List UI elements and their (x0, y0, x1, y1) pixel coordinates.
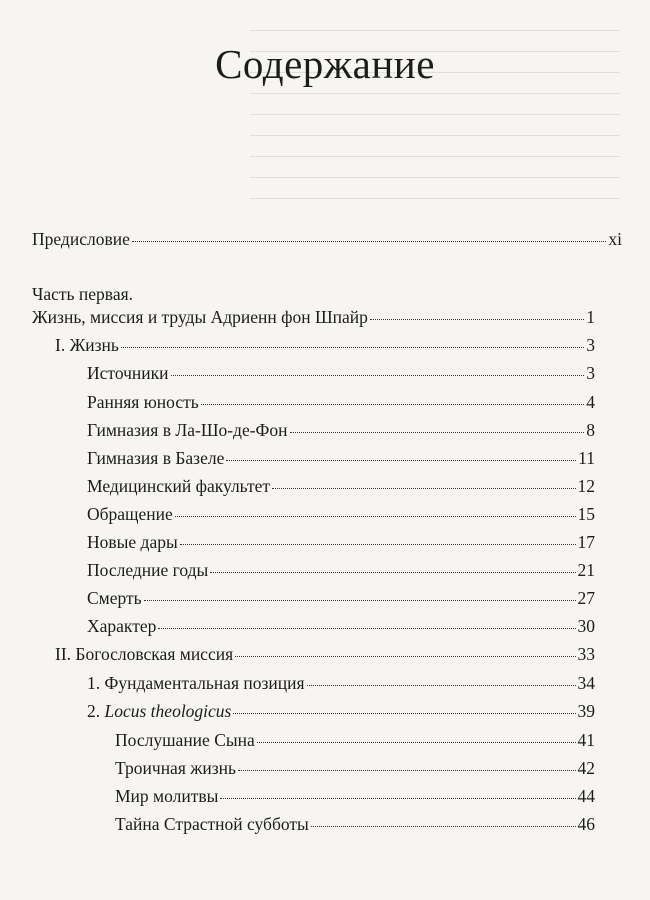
toc-page-number: 3 (586, 363, 595, 383)
toc-page-number: 30 (577, 616, 595, 636)
toc-entry-preface[interactable] (32, 228, 622, 252)
dot-leader (226, 460, 576, 461)
toc-entry-label (87, 700, 231, 722)
toc-entry-label: 1. Фундаментальная позиция (87, 673, 305, 693)
toc-page-number: 44 (577, 786, 595, 806)
toc-page-number: 17 (577, 532, 595, 552)
toc-entry-label: Ранняя юность (87, 392, 199, 412)
toc-page-number: 34 (577, 673, 595, 693)
toc-page-number: xi (608, 229, 622, 249)
toc-entry-label: Источники (87, 363, 169, 383)
toc-entry-part-one[interactable] (32, 306, 595, 330)
toc-entry-subsection[interactable] (115, 785, 595, 809)
toc-page-number: 46 (577, 814, 595, 834)
dot-leader (121, 347, 584, 348)
toc-page-number: 21 (577, 560, 595, 580)
dot-leader (180, 544, 576, 545)
toc-entry-section[interactable] (87, 503, 595, 527)
toc-entry-label: Новые дары (87, 532, 178, 552)
toc-entry-section[interactable] (87, 672, 595, 696)
toc-entry-label: I. Жизнь (55, 335, 119, 355)
toc-entry-label: Троичная жизнь (115, 758, 236, 778)
dot-leader (272, 488, 575, 489)
dot-leader (144, 600, 576, 601)
toc-page-number: 33 (577, 644, 595, 664)
dot-leader (235, 656, 575, 657)
toc-entry-subsection[interactable] (115, 729, 595, 753)
dot-leader (158, 628, 575, 629)
section-number: 2. (87, 701, 101, 721)
toc-page-number: 11 (578, 448, 595, 468)
dot-leader (220, 798, 575, 799)
dot-leader (307, 685, 576, 686)
toc-entry-label: Гимназия в Базеле (87, 448, 225, 468)
dot-leader (201, 404, 585, 405)
toc-entry-subsection[interactable] (115, 757, 595, 781)
toc-entry-section[interactable] (87, 559, 595, 583)
toc-entry-section[interactable] (87, 700, 595, 724)
page-title: Содержание (215, 41, 435, 87)
dot-leader (311, 826, 576, 827)
toc-entry-label: Медицинский факультет (87, 476, 271, 496)
toc-entry-label: Мир молитвы (115, 786, 219, 806)
toc-entry-section[interactable] (87, 447, 595, 471)
toc-entry-label: Обращение (87, 504, 173, 524)
dot-leader (175, 516, 576, 517)
toc-page-number: 1 (586, 307, 595, 327)
dot-leader (171, 375, 585, 376)
dot-leader (290, 432, 585, 433)
toc-entry-label: II. Богословская миссия (55, 644, 234, 664)
toc-entry-section[interactable] (87, 475, 595, 499)
dot-leader (257, 742, 576, 743)
toc-entry-label: Тайна Страстной субботы (115, 814, 309, 834)
toc-entry-chapter-1[interactable] (55, 334, 595, 358)
toc-page-number: 3 (586, 335, 595, 355)
toc-page-number: 41 (577, 730, 595, 750)
toc-entry-label: Гимназия в Ла-Шо-де-Фон (87, 420, 288, 440)
toc-entry-section[interactable] (87, 362, 595, 386)
toc-entry-section[interactable] (87, 391, 595, 415)
toc-entry-chapter-2[interactable] (55, 643, 595, 667)
dot-leader (233, 713, 575, 714)
dot-leader (210, 572, 575, 573)
toc-page-number: 27 (577, 588, 595, 608)
toc-entry-label: Предисловие (32, 229, 130, 249)
dot-leader (370, 319, 584, 320)
toc-page-number: 8 (586, 420, 595, 440)
toc-entry-section[interactable] (87, 615, 595, 639)
toc-entry-section[interactable] (87, 531, 595, 555)
toc-entry-label: Смерть (87, 588, 142, 608)
toc-page-number: 12 (577, 476, 595, 496)
toc-entry-section[interactable] (87, 419, 595, 443)
part-heading: Часть первая. (32, 284, 134, 304)
toc-page-number: 39 (577, 701, 595, 721)
dot-leader (132, 241, 607, 242)
toc-entry-subsection[interactable] (115, 813, 595, 837)
toc-entry-label: Характер (87, 616, 157, 636)
toc-page-number: 42 (577, 758, 595, 778)
toc-page-number: 4 (586, 392, 595, 412)
toc-entry-section[interactable] (87, 587, 595, 611)
section-title-italic: Locus theologicus (104, 701, 232, 721)
toc-entry-label: Жизнь, миссия и труды Адриенн фон Шпайр (32, 307, 368, 327)
toc-entry-label: Послушание Сына (115, 730, 255, 750)
toc-page-number: 15 (577, 504, 595, 524)
toc-entry-label: Последние годы (87, 560, 209, 580)
dot-leader (238, 770, 576, 771)
